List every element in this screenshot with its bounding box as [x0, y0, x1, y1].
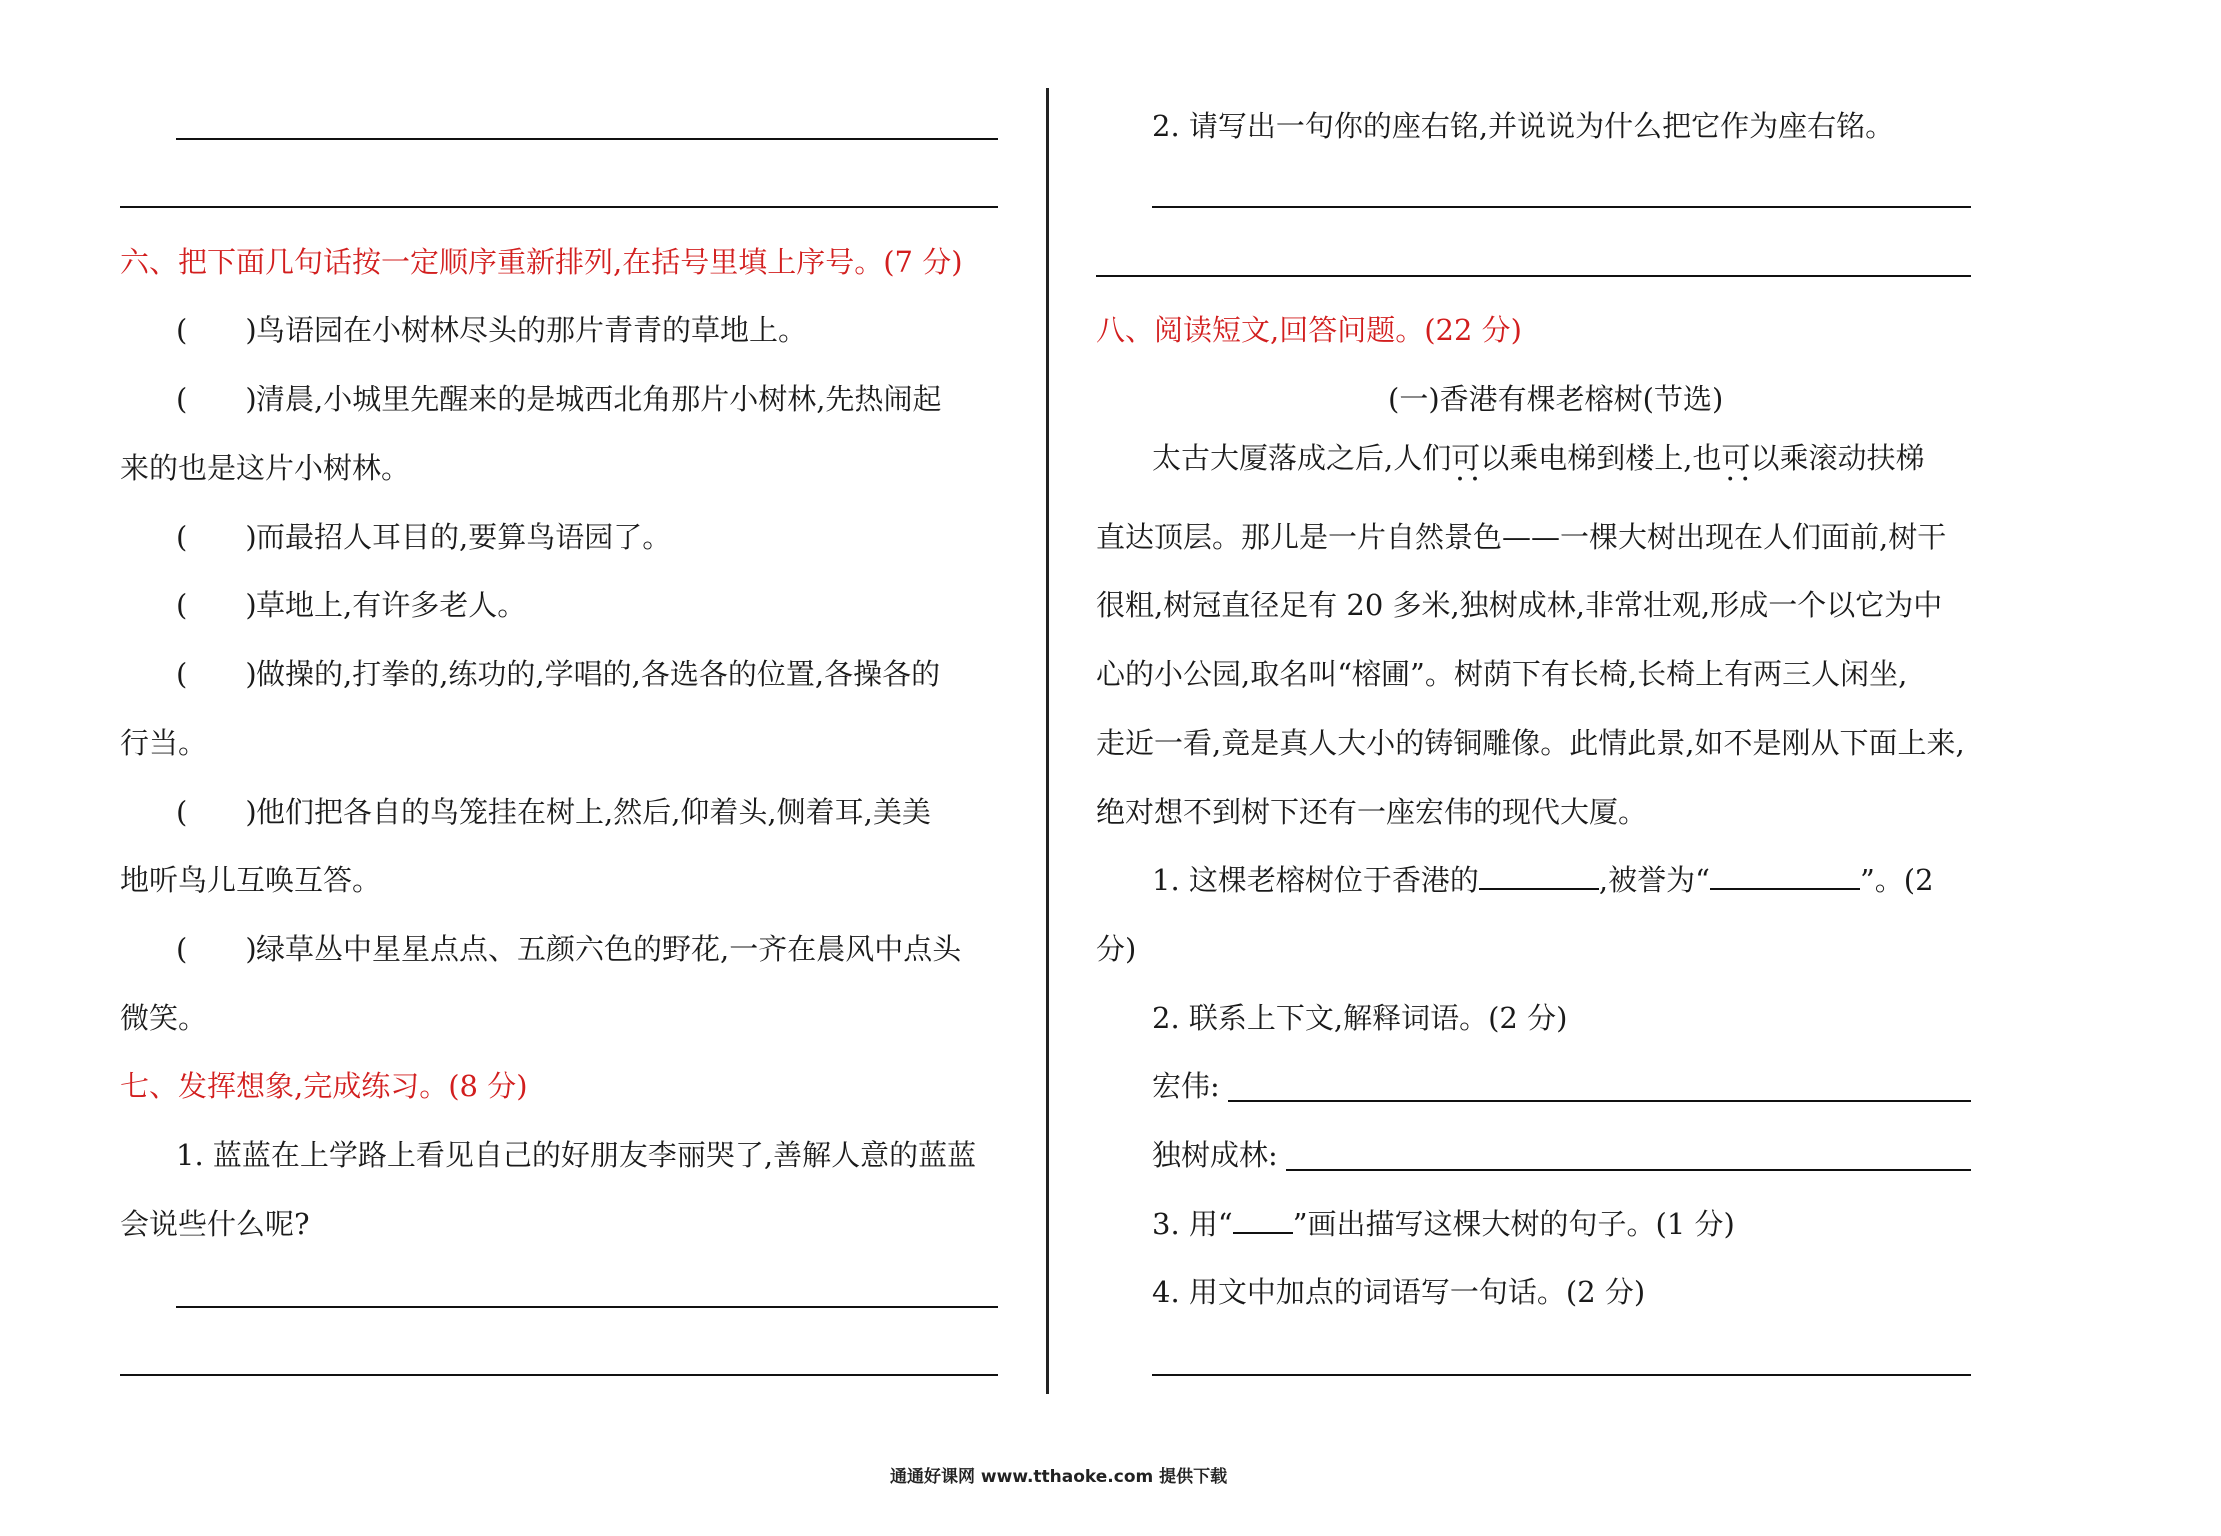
answer-parentheses[interactable]: ( ) — [176, 795, 257, 829]
emphasized-word: 可以 · · — [1451, 440, 1509, 476]
passage-line: 很粗,树冠直径足有 20 多米,独树成林,非常壮观,形成一个以它为中 — [1096, 588, 1943, 622]
term-label: 独树成林: — [1152, 1138, 1278, 1172]
ordering-item: ( )做操的,打拳的,练功的,学唱的,各选各的位置,各操各的 — [176, 657, 941, 691]
underline-sample — [1233, 1206, 1293, 1234]
answer-line[interactable] — [1286, 1169, 1971, 1171]
passage-line: 绝对想不到树下还有一座宏伟的现代大厦。 — [1096, 795, 1648, 829]
answer-line[interactable] — [1096, 275, 1971, 277]
answer-line[interactable] — [176, 138, 998, 140]
question-text: 会说些什么呢? — [120, 1207, 310, 1241]
ordering-item: ( )他们把各自的鸟笼挂在树上,然后,仰着头,侧着耳,美美 — [176, 795, 931, 829]
section-6-heading: 六、把下面几句话按一定顺序重新排列,在括号里填上序号。(7 分) — [120, 245, 963, 279]
emphasized-word: 可以 · · — [1721, 440, 1779, 476]
ordering-item: ( )清晨,小城里先醒来的是城西北角那片小树林,先热闹起 — [176, 382, 942, 416]
answer-parentheses[interactable]: ( ) — [176, 932, 257, 966]
passage-line: 直达顶层。那儿是一片自然景色——一棵大树出现在人们面前,树干 — [1096, 520, 1947, 554]
column-divider — [1046, 88, 1049, 1394]
answer-line[interactable] — [120, 1374, 998, 1376]
fill-blank[interactable] — [1479, 862, 1599, 890]
passage-line: 太古大厦落成之后,人们可以 · ·乘电梯到楼上,也可以 · ·乘滚动扶梯 — [1152, 440, 1924, 476]
answer-parentheses[interactable]: ( ) — [176, 313, 257, 347]
answer-line[interactable] — [1152, 206, 1971, 208]
passage-line: 走近一看,竟是真人大小的铸铜雕像。此情此景,如不是刚从下面上来, — [1096, 726, 1965, 760]
fill-blank[interactable] — [1710, 862, 1860, 890]
answer-line[interactable] — [1228, 1100, 1971, 1102]
ordering-item-continued: 行当。 — [120, 726, 208, 760]
ordering-item-continued: 地听鸟儿互唤互答。 — [120, 863, 382, 897]
term-label: 宏伟: — [1152, 1069, 1220, 1103]
answer-parentheses[interactable]: ( ) — [176, 520, 257, 554]
footer-credit: 通通好课网 www.tthaoke.com 提供下载 — [890, 1467, 1228, 1487]
ordering-item: ( )而最招人耳目的,要算鸟语园了。 — [176, 520, 672, 554]
ordering-item-continued: 来的也是这片小树林。 — [120, 451, 411, 485]
answer-parentheses[interactable]: ( ) — [176, 588, 257, 622]
ordering-item: ( )绿草丛中星星点点、五颜六色的野花,一齐在晨风中点头 — [176, 932, 962, 966]
ordering-item: ( )草地上,有许多老人。 — [176, 588, 527, 622]
answer-line[interactable] — [120, 206, 998, 208]
ordering-item: ( )鸟语园在小树林尽头的那片青青的草地上。 — [176, 313, 808, 347]
answer-parentheses[interactable]: ( ) — [176, 657, 257, 691]
answer-line[interactable] — [1152, 1374, 1971, 1376]
question-text: 2. 请写出一句你的座右铭,并说说为什么把它作为座右铭。 — [1152, 109, 1895, 143]
section-7-heading: 七、发挥想象,完成练习。(8 分) — [120, 1069, 528, 1103]
answer-parentheses[interactable]: ( ) — [176, 382, 257, 416]
question-text: 3. 用“ ”画出描写这棵大树的句子。(1 分) — [1152, 1207, 1735, 1241]
question-text: 2. 联系上下文,解释词语。(2 分) — [1152, 1001, 1568, 1035]
section-8-heading: 八、阅读短文,回答问题。(22 分) — [1096, 313, 1522, 347]
answer-line[interactable] — [176, 1306, 998, 1308]
question-text: 1. 蓝蓝在上学路上看见自己的好朋友李丽哭了,善解人意的蓝蓝 — [176, 1138, 977, 1172]
question-text: 1. 这棵老榕树位于香港的 ,被誉为“ ”。(2 — [1152, 863, 1934, 897]
passage-line: 心的小公园,取名叫“榕圃”。树荫下有长椅,长椅上有两三人闲坐, — [1096, 657, 1908, 691]
ordering-item-continued: 微笑。 — [120, 1001, 208, 1035]
passage-title: (一)香港有棵老榕树(节选) — [1388, 382, 1724, 416]
question-text: 4. 用文中加点的词语写一句话。(2 分) — [1152, 1275, 1646, 1309]
question-text: 分) — [1096, 932, 1137, 966]
